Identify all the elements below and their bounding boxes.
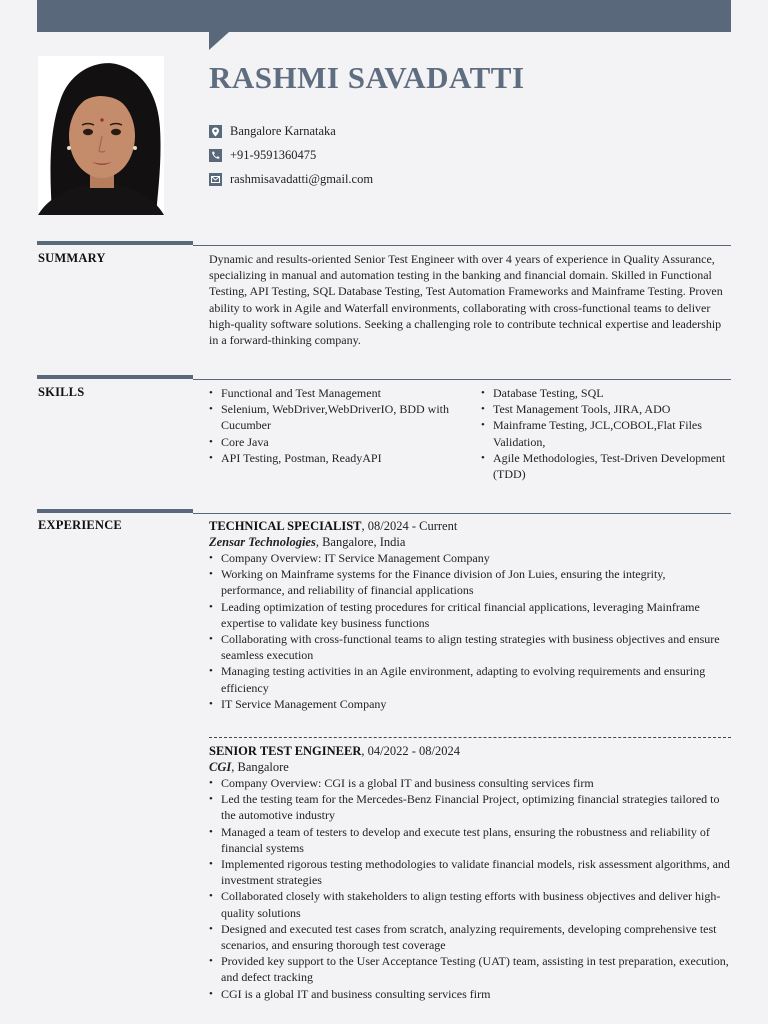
job-entry-senior-test-engineer bbox=[209, 743, 731, 1002]
job-bullet: • Working on Mainframe systems for the Finance division of Jon Luies, ensuring the integrity, performance, and reliability of financial applications bbox=[209, 566, 731, 598]
job-bullet: • Designed and executed test cases from scratch, analyzing requirements, developing comprehensive test scenarios, and ensuring thorough test coverage bbox=[209, 921, 731, 953]
contact-location bbox=[209, 124, 336, 139]
job-location: , Bangalore bbox=[231, 760, 289, 774]
profile-photo-illustration bbox=[38, 56, 164, 215]
job-company-line bbox=[209, 759, 731, 775]
job-entry-technical-specialist bbox=[209, 518, 731, 712]
email-link[interactable]: rashmisavadatti@gmail.com bbox=[230, 172, 374, 186]
skill-item: • API Testing, Postman, ReadyAPI bbox=[209, 450, 471, 466]
skill-item: • Functional and Test Management bbox=[209, 385, 471, 401]
job-location: , Bangalore, India bbox=[315, 535, 406, 549]
job-bullet: • Company Overview: IT Service Management Company bbox=[209, 550, 731, 566]
summary-heading: SUMMARY bbox=[38, 251, 106, 265]
job-title-line bbox=[209, 743, 731, 759]
summary-text: Dynamic and results-oriented Senior Test Engineer with over 4 years of experience in Quality Assurance, specializing in manual and automation testing in the banking and financial domain. Skilled in Functional Testing, API Testing, SQL Database Testing, Test Automation Frameworks and Mainframe Testing. Proven ability to work in Agile and Waterfall environments, collaborating with cross-functional teams to deliver high-quality software solutions. Seeking a challenging role to contribute technical expertise and leadership in a forward-thinking company. bbox=[209, 252, 723, 348]
skill-item: • Mainframe Testing, JCL,COBOL,Flat Files Validation, bbox=[481, 417, 731, 449]
phone-icon bbox=[209, 149, 222, 162]
job-bullet: • Managing testing activities in an Agile environment, adapting to evolving requirements and ensuring efficiency bbox=[209, 663, 731, 695]
job-bullet: • Collaborated closely with stakeholders to align testing efforts with business objectives and deliver high-quality solutions bbox=[209, 888, 731, 920]
job-dates: , 08/2024 - Current bbox=[361, 519, 458, 533]
summary-section-bar bbox=[37, 241, 193, 245]
job-bullet: • Leading optimization of testing procedures for critical financial applications, leveraging Mainframe expertise to validate key business functions bbox=[209, 599, 731, 631]
experience-divider bbox=[193, 513, 731, 514]
skill-item: • Core Java bbox=[209, 434, 471, 450]
skills-heading: SKILLS bbox=[38, 385, 85, 399]
job-bullet: • Provided key support to the User Acceptance Testing (UAT) team, assisting in test preparation, execution, and defect tracking bbox=[209, 953, 731, 985]
job-bullet: • Managed a team of testers to develop and execute test plans, ensuring the robustness and reliability of financial systems bbox=[209, 824, 731, 856]
job-company: Zensar Technologies bbox=[209, 535, 316, 549]
profile-photo bbox=[38, 56, 164, 215]
location-text: Bangalore Karnataka bbox=[230, 124, 336, 138]
email-icon bbox=[209, 173, 222, 186]
job-bullet: • CGI is a global IT and business consulting services firm bbox=[209, 986, 731, 1002]
job-bullet: • Implemented rigorous testing methodologies to validate financial models, risk assessment algorithms, and investment strategies bbox=[209, 856, 731, 888]
skills-divider bbox=[193, 379, 731, 380]
summary-divider bbox=[193, 245, 731, 246]
header-banner bbox=[37, 0, 731, 32]
location-pin-icon bbox=[209, 125, 222, 138]
job-dates: , 04/2022 - 08/2024 bbox=[361, 744, 460, 758]
skill-item: • Database Testing, SQL bbox=[481, 385, 731, 401]
job-bullet: • Company Overview: CGI is a global IT and business consulting services firm bbox=[209, 775, 731, 791]
job-bullet: • Led the testing team for the Mercedes-Benz Financial Project, optimizing financial strategies tailored to the automotive industry bbox=[209, 791, 731, 823]
experience-section-bar bbox=[37, 509, 193, 513]
job-bullet: • IT Service Management Company bbox=[209, 696, 731, 712]
skills-right-column bbox=[481, 385, 731, 482]
skills-section-bar bbox=[37, 375, 193, 379]
skill-item: • Agile Methodologies, Test-Driven Development (TDD) bbox=[481, 450, 731, 482]
job-company-line bbox=[209, 534, 731, 550]
skill-item: • Test Management Tools, JIRA, ADO bbox=[481, 401, 731, 417]
skills-left-column bbox=[209, 385, 471, 466]
job-title-line bbox=[209, 518, 731, 534]
phone-text: +91-9591360475 bbox=[230, 148, 317, 162]
job-role: SENIOR TEST ENGINEER bbox=[209, 744, 362, 758]
job-separator bbox=[209, 737, 731, 738]
contact-phone bbox=[209, 148, 316, 163]
job-bullet: • Collaborating with cross-functional teams to align testing strategies with business objectives and ensure seamless execution bbox=[209, 631, 731, 663]
candidate-name: RASHMI SAVADATTI bbox=[209, 60, 525, 95]
job-role: TECHNICAL SPECIALIST bbox=[209, 519, 362, 533]
experience-heading: EXPERIENCE bbox=[38, 518, 122, 532]
contact-email bbox=[209, 172, 373, 187]
skill-item: • Selenium, WebDriver,WebDriverIO, BDD with Cucumber bbox=[209, 401, 471, 433]
header-banner-notch bbox=[209, 32, 229, 50]
job-company: CGI bbox=[209, 760, 232, 774]
